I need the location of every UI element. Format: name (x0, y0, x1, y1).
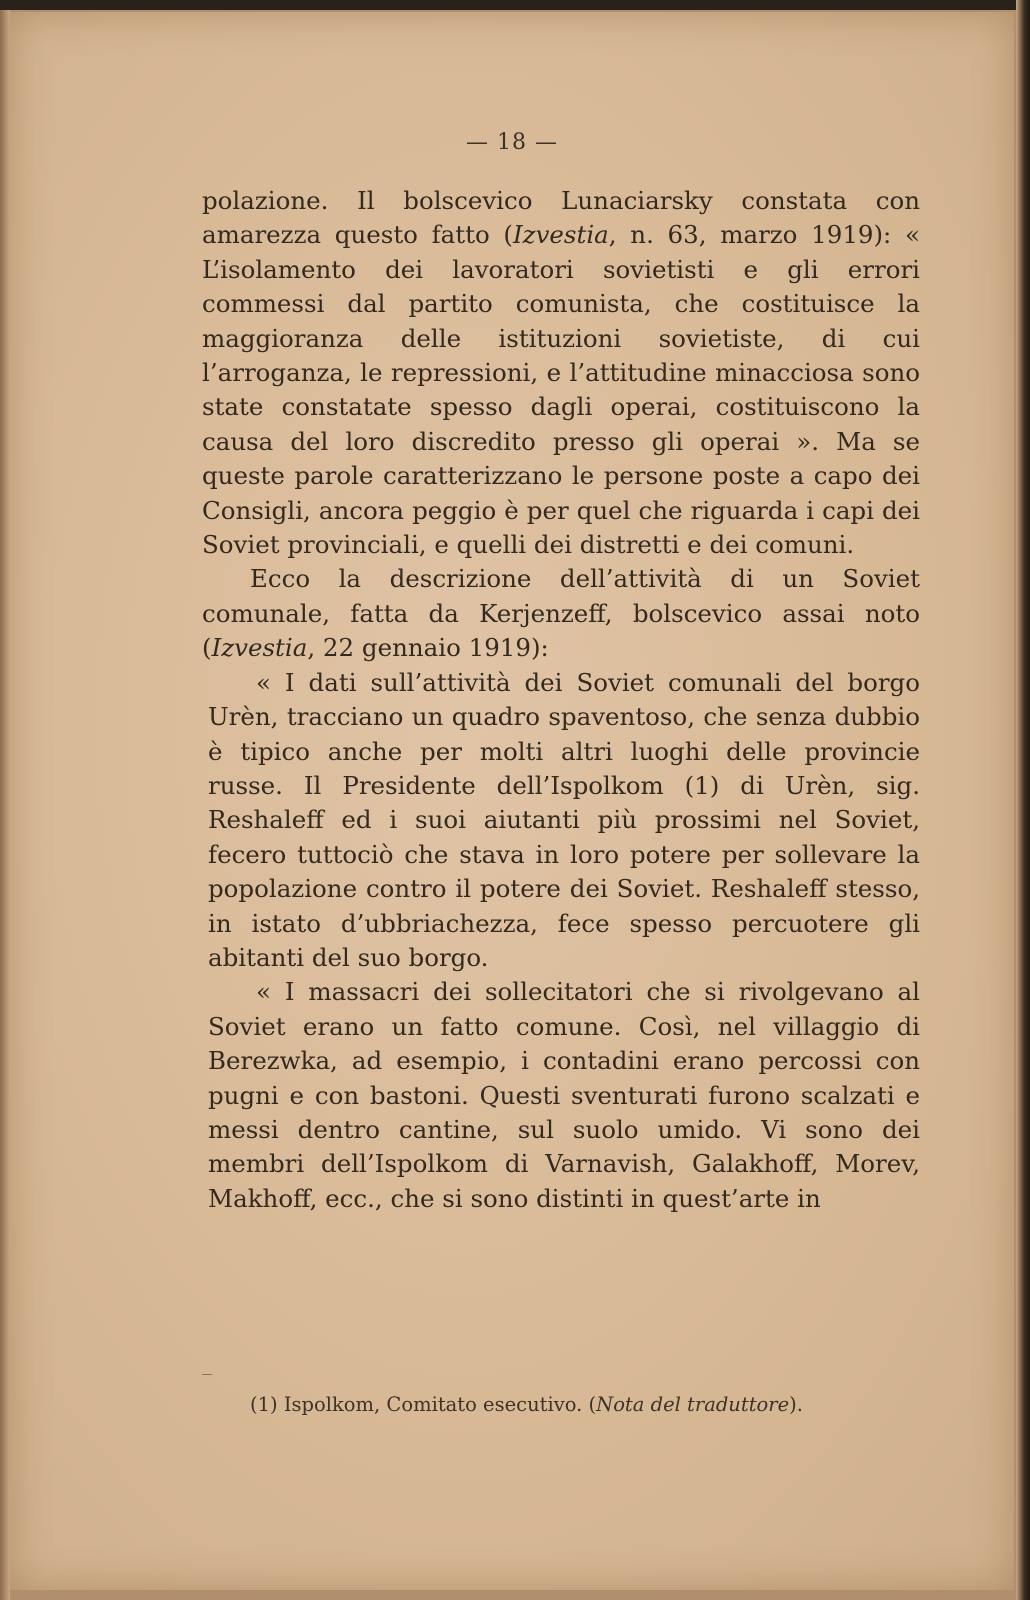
page-right-edge (1016, 0, 1030, 1600)
text-run: ). (789, 1393, 803, 1416)
paragraph (202, 562, 920, 665)
footnote-rule (202, 1374, 212, 1375)
footnote (202, 1390, 920, 1419)
text-run: « I massacri dei sollecitatori che si rivolgevano al Soviet erano un fatto comune. Così, nel villaggio di Berezwka, ad esempio, i contadini erano percossi con pugni e con bastoni. Questi sventurati furono scalzati e messi dentro cantine, sul suolo umido. Vi sono dei membri dell’Ispolkom di Varnavish, Galakhoff, Morev, Makhoff, ecc., che si sono distinti in quest’arte in (208, 977, 920, 1213)
text-run: « I dati sull’attività dei Soviet comunali del borgo Urèn, tracciano un quadro spaventoso, che senza dubbio è tipico anche per molti altri luoghi delle provincie russe. Il Presidente dell’Ispolkom (1) di Urèn, sig. Reshaleff ed i suoi aiutanti più prossimi nel Soviet, fecero tuttociò che stava in loro potere per sollevare la popolazione contro il potere dei Soviet. Reshaleff stesso, in istato d’ubbriachezza, fece spesso percuotere gli abitanti del suo borgo. (208, 667, 920, 972)
page-left-edge (0, 0, 10, 1600)
italic-citation: Nota del traduttore (596, 1393, 790, 1416)
text-run: Ecco la descrizione dell’attività di un Soviet comunale, fatta da Kerjenzeff, bolscevico assai noto ( (202, 564, 920, 663)
paragraph (208, 975, 920, 1216)
page-number: — 18 — (466, 130, 558, 155)
italic-citation: Izvestia (513, 220, 609, 250)
text-run: , n. 63, marzo 1919): « L’isolamento dei lavoratori sovietisti e gli errori commessi dal partito comunista, che costituisce la maggioranza delle istituzioni sovietiste, di cui l’arroganza, le repressioni, e l’attitudine minacciosa sono state constatate spesso dagli operai, costituiscono la causa del loro discredito presso gli operai ». Ma se queste parole caratterizzano le persone poste a capo dei Consigli, ancora peggio è per quel che riguarda i capi dei Soviet provinciali, e quelli dei distretti e dei comuni. (202, 220, 920, 560)
paragraph (208, 666, 920, 976)
text-run: , 22 gennaio 1919): (307, 633, 549, 663)
italic-citation: Izvestia (211, 633, 308, 663)
page-top-edge (0, 0, 1030, 10)
body-text (202, 184, 920, 1216)
book-page (10, 12, 1014, 1590)
text-run: (1) Ispolkom, Comitato esecutivo. ( (250, 1393, 597, 1416)
text-run: polazione. Il bolscevico Lunaciarsky constata con amarezza questo fatto ( (202, 186, 920, 250)
paragraph (202, 184, 920, 562)
